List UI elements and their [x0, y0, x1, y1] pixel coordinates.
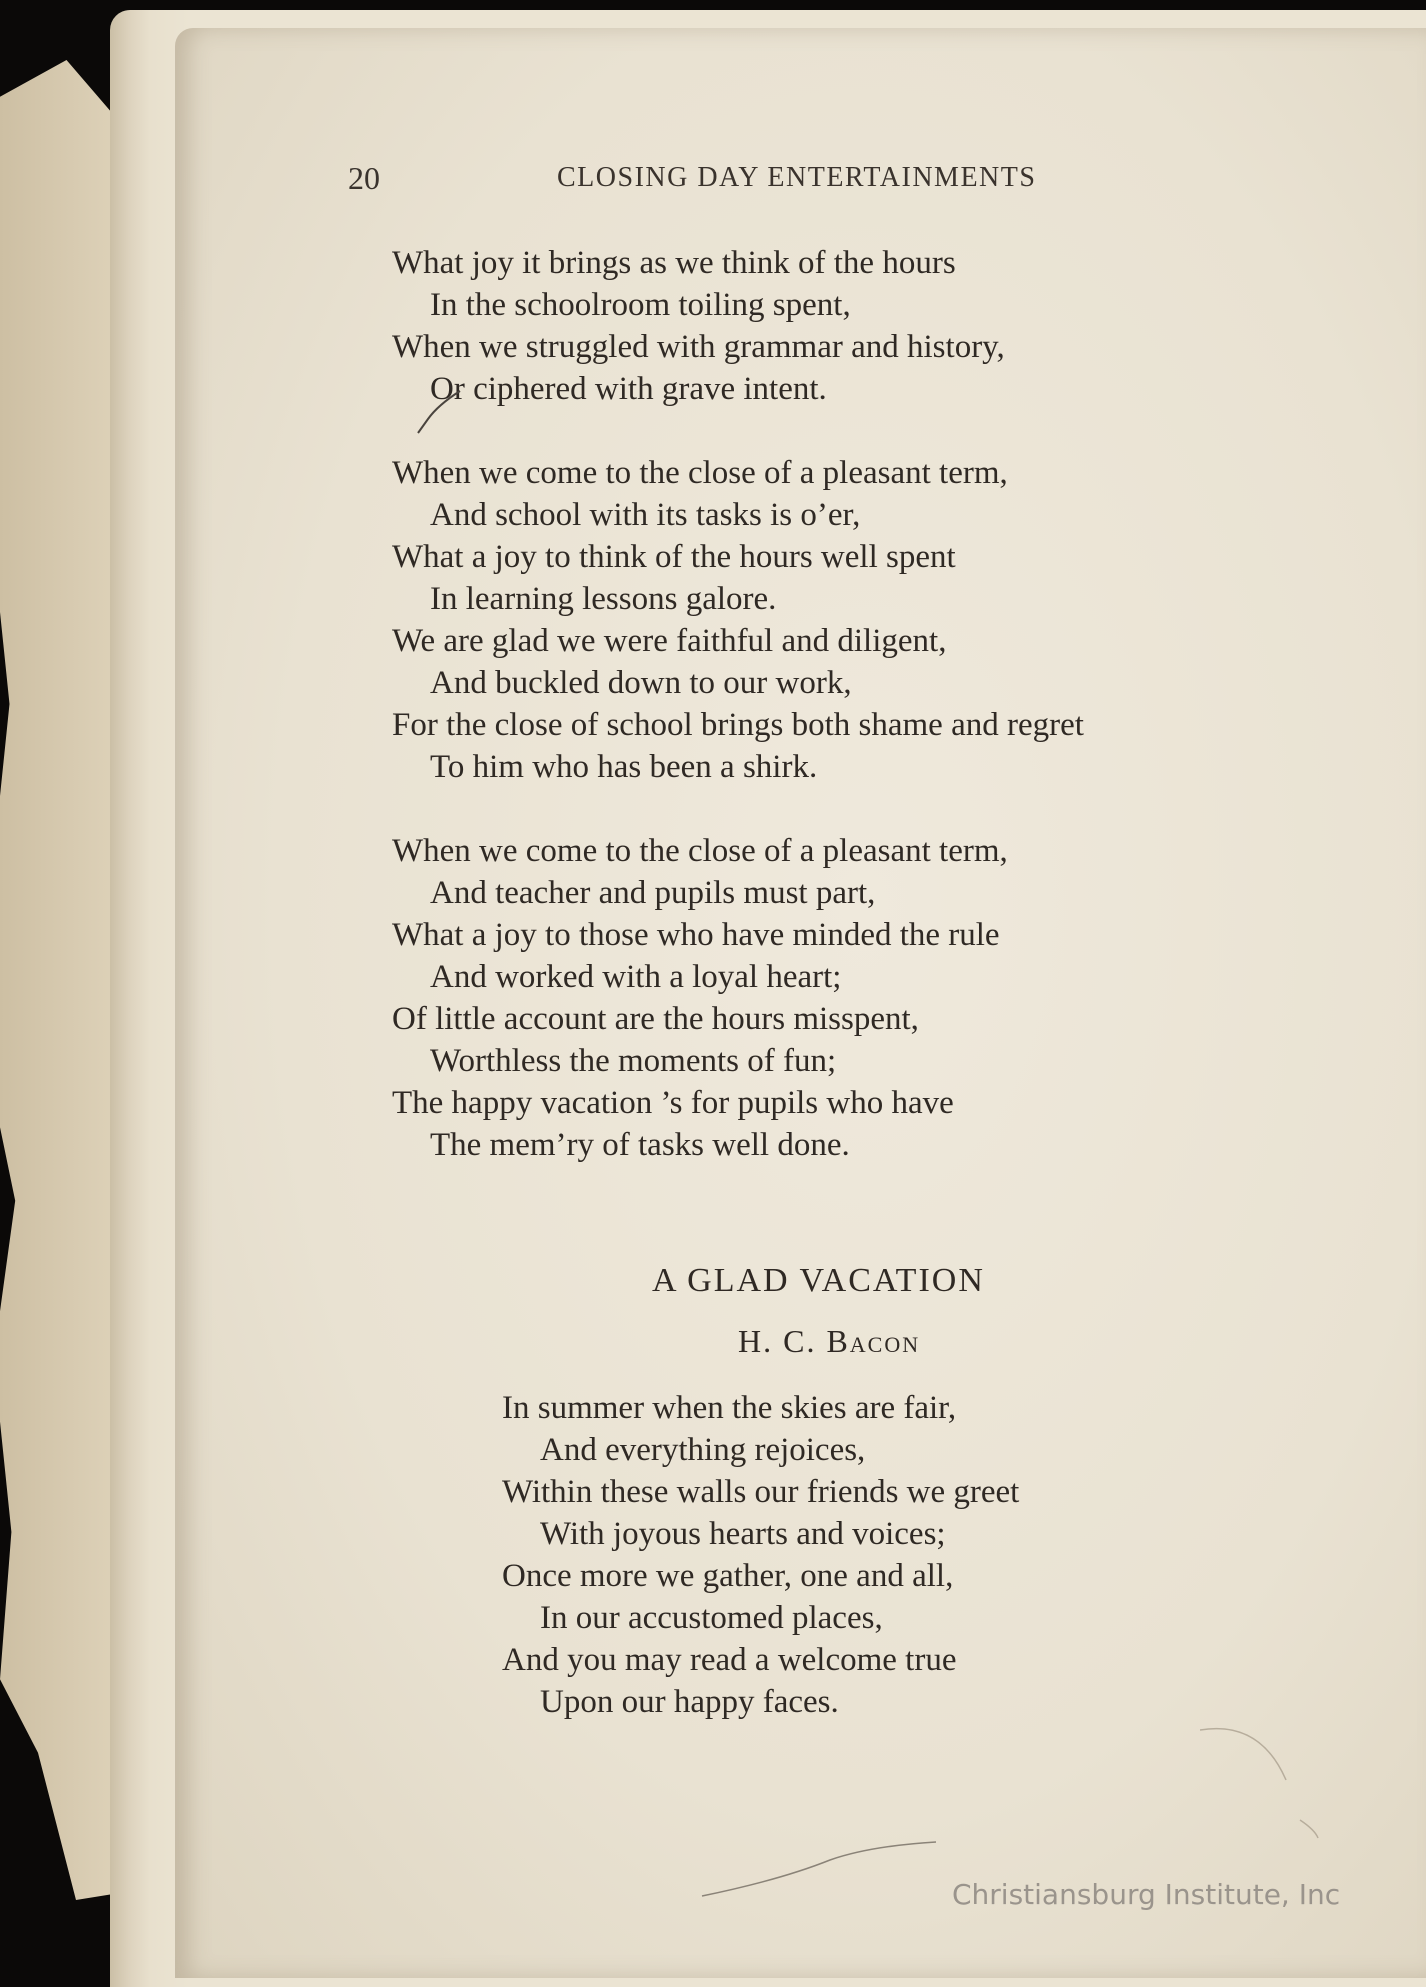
- poem-closing-day: [392, 242, 1352, 1208]
- poem-line: For the close of school brings both shame and regret: [392, 707, 1084, 743]
- poem-line: Or ciphered with grave intent.: [430, 371, 827, 407]
- poem-line: Worthless the moments of fun;: [430, 1043, 837, 1079]
- poem-line: In summer when the skies are fair,: [502, 1390, 957, 1426]
- poem-stanza: [392, 242, 1352, 410]
- poem-line: And teacher and pupils must part,: [430, 875, 876, 911]
- poem-glad-vacation: [502, 1387, 1322, 1723]
- poem-line: When we come to the close of a pleasant term,: [392, 833, 1008, 869]
- poem-line: Of little account are the hours misspent,: [392, 1001, 919, 1037]
- poem-line: The happy vacation ’s for pupils who have: [392, 1085, 954, 1121]
- watermark: Christiansburg Institute, Inc: [952, 1878, 1341, 1911]
- paper-crease-mark: [1200, 1720, 1320, 1840]
- poem-line: And everything rejoices,: [540, 1432, 866, 1468]
- poem-line: We are glad we were faithful and diligent,: [392, 623, 947, 659]
- poem-line: And school with its tasks is o’er,: [430, 497, 861, 533]
- poem-line: To him who has been a shirk.: [430, 749, 818, 785]
- poem-stanza: [392, 830, 1352, 1166]
- poem-stanza: [392, 452, 1352, 788]
- poem-line: In the schoolroom toiling spent,: [430, 287, 851, 323]
- poem-line: In our accustomed places,: [540, 1600, 883, 1636]
- running-head-title: CLOSING DAY ENTERTAINMENTS: [557, 162, 1037, 193]
- poem-line: And you may read a welcome true: [502, 1642, 957, 1678]
- poem-line: Upon our happy faces.: [540, 1684, 839, 1720]
- page-number: 20: [348, 160, 380, 196]
- poem-line: Within these walls our friends we greet: [502, 1474, 1020, 1510]
- poem-line: What a joy to those who have minded the rule: [392, 917, 1000, 953]
- poem-line: When we come to the close of a pleasant term,: [392, 455, 1008, 491]
- poem-line: In learning lessons galore.: [430, 581, 777, 617]
- poem-line: With joyous hearts and voices;: [540, 1516, 946, 1552]
- poem-title: A GLAD VACATION: [652, 1262, 985, 1299]
- running-head: [0, 160, 1426, 204]
- poem-line: Once more we gather, one and all,: [502, 1558, 954, 1594]
- poem-line: What joy it brings as we think of the hours: [392, 245, 956, 281]
- pencil-check-mark-icon: [414, 383, 464, 439]
- poem-line: When we struggled with grammar and history,: [392, 329, 1005, 365]
- pencil-stroke-mark: [700, 1840, 940, 1900]
- poem-author: H. C. Bacon: [738, 1323, 921, 1359]
- poem-line: And worked with a loyal heart;: [430, 959, 842, 995]
- poem-line: And buckled down to our work,: [430, 665, 852, 701]
- poem-line: What a joy to think of the hours well spent: [392, 539, 956, 575]
- poem-line: The mem’ry of tasks well done.: [430, 1127, 850, 1163]
